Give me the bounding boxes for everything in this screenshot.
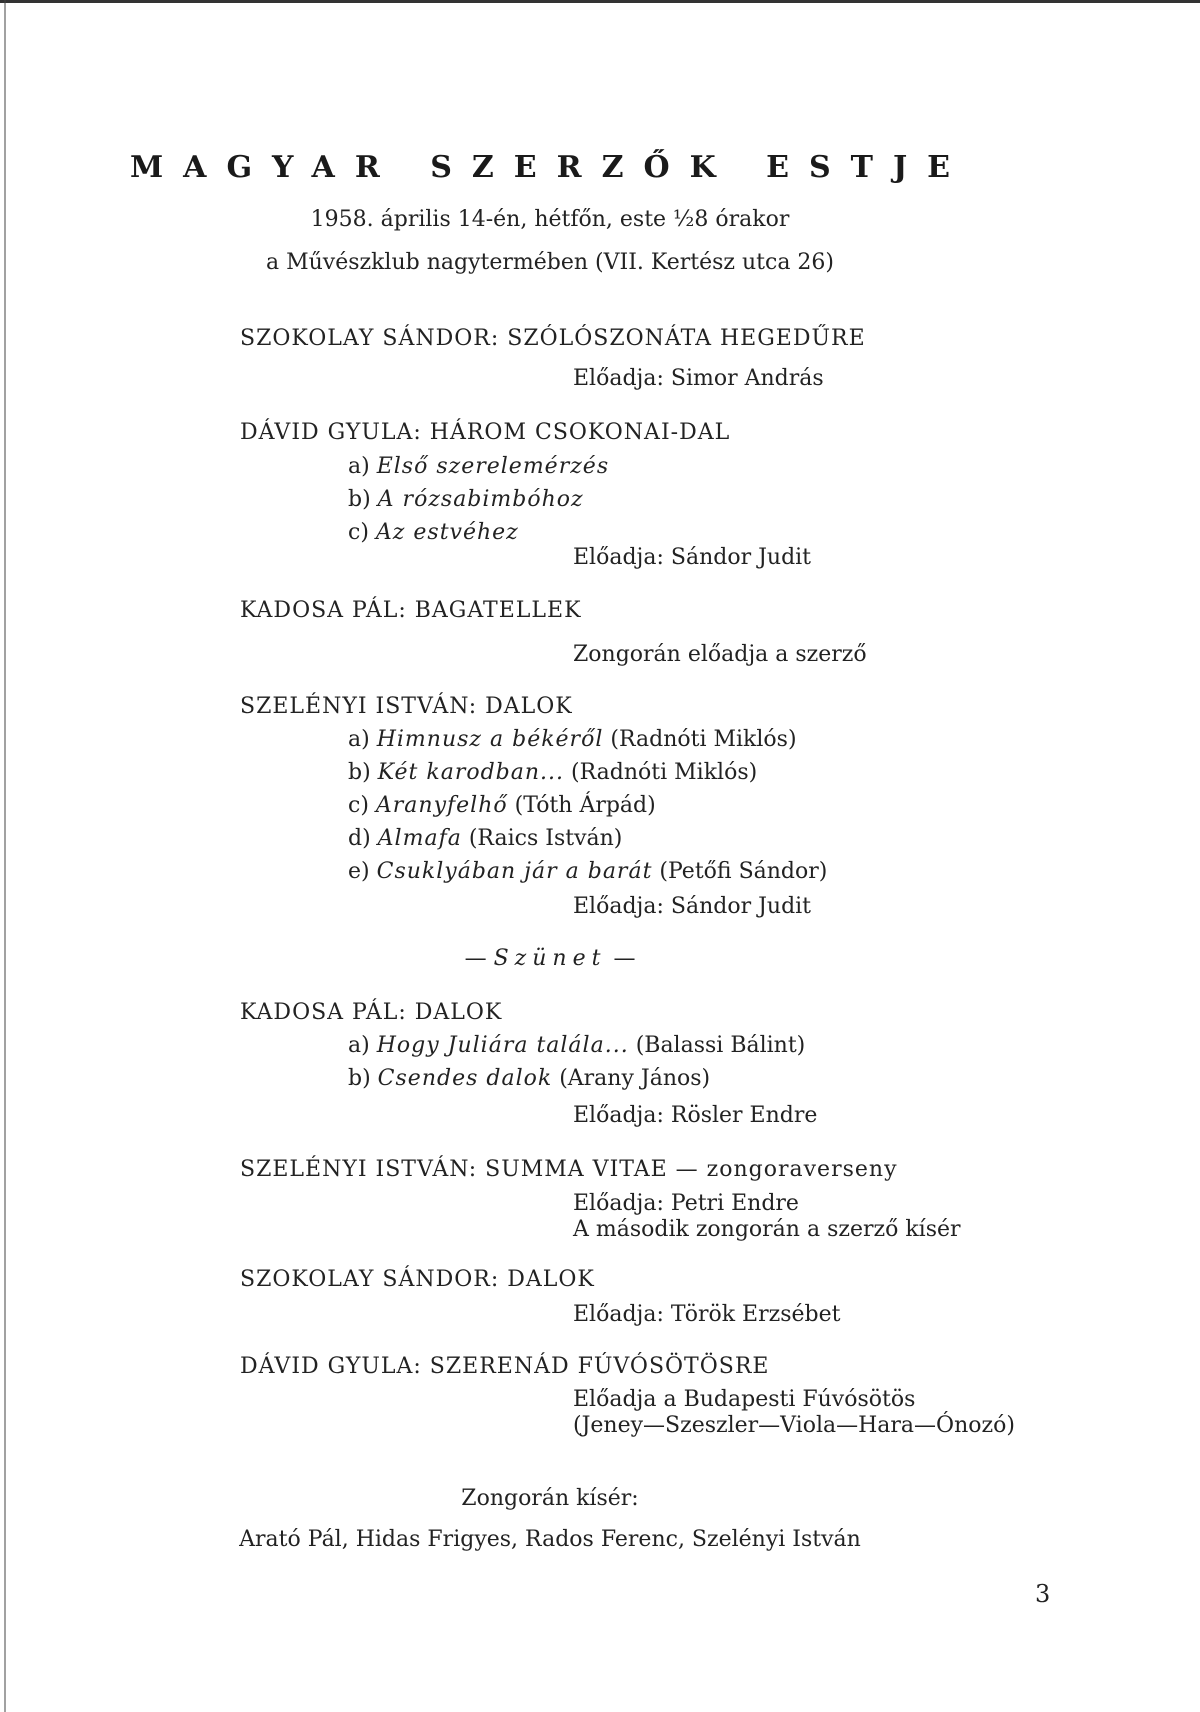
song-title: Almafa [377,826,462,851]
piece-heading-1: SZOKOLAY SÁNDOR: SZÓLÓSZONÁTA HEGEDŰRE [240,326,866,351]
song-title: Az estvéhez [375,520,519,545]
song-title: Csuklyában jár a barát [376,859,653,884]
piece-heading-2: DÁVID GYULA: HÁROM CSOKONAI-DAL [240,420,731,445]
song-title: Csendes dalok [377,1066,553,1091]
song-letter: a) [348,727,370,752]
song-poet: (Tóth Árpád) [514,793,656,818]
song-item [348,859,827,884]
song-item [348,727,797,752]
intermission [0,946,1100,971]
song-letter: e) [348,859,370,884]
performer-8: Előadja a Budapesti Fúvósötös [573,1387,916,1412]
song-poet: (Radnóti Miklós) [610,727,797,752]
song-item [348,1033,805,1058]
song-letter: d) [348,826,371,851]
piece-heading-7: SZOKOLAY SÁNDOR: DALOK [240,1267,595,1292]
piece-heading-8: DÁVID GYULA: SZERENÁD FÚVÓSÖTÖSRE [240,1354,770,1379]
performer-6-note: A második zongorán a szerző kísér [573,1217,961,1242]
song-item [348,454,609,479]
song-poet: (Petőfi Sándor) [659,859,828,884]
song-item [348,760,757,785]
song-item [348,826,622,851]
performer-6: Előadja: Petri Endre [573,1191,799,1216]
song-title: Két karodban... [377,760,565,785]
piece-heading-5: KADOSA PÁL: DALOK [240,1000,503,1025]
song-item [348,487,584,512]
intermission-dash: — [464,946,487,971]
song-poet: (Arany János) [559,1066,711,1091]
song-letter: a) [348,454,370,479]
performer-4: Előadja: Sándor Judit [573,894,812,919]
song-item [348,1066,710,1091]
performer-3: Zongorán előadja a szerző [573,642,867,667]
song-title: Hogy Juliára talála... [376,1033,629,1058]
intermission-dash: — [613,946,636,971]
song-title: Első szerelemérzés [376,454,610,479]
top-edge-line [0,0,1200,3]
song-letter: a) [348,1033,370,1058]
performer-1: Előadja: Simor András [573,366,824,391]
date-line: 1958. április 14-én, hétfőn, este ½8 órakor [310,207,790,232]
song-letter: b) [348,760,371,785]
page-title: MAGYAR SZERZŐK ESTJE [129,150,971,185]
piece-heading-3: KADOSA PÁL: BAGATELLEK [240,598,582,623]
performer-7: Előadja: Török Erzsébet [573,1302,841,1327]
song-poet: (Radnóti Miklós) [571,760,758,785]
song-item [348,520,519,545]
song-title: A rózsabimbóhoz [377,487,584,512]
performer-2: Előadja: Sándor Judit [573,545,812,570]
piece-heading-6: SZELÉNYI ISTVÁN: SUMMA VITAE — zongoraverseny [240,1157,898,1182]
song-letter: b) [348,1066,371,1091]
page-number: 3 [1035,1580,1051,1608]
song-poet: (Raics István) [468,826,623,851]
accompanist-list: Arató Pál, Hidas Frigyes, Rados Ferenc, Szelényi István [239,1527,861,1552]
song-letter: c) [348,793,369,818]
song-letter: b) [348,487,371,512]
accompanist-label: Zongorán kísér: [461,1486,639,1511]
piece-heading-4: SZELÉNYI ISTVÁN: DALOK [240,694,573,719]
song-letter: c) [348,520,369,545]
song-poet: (Balassi Bálint) [635,1033,806,1058]
venue-line: a Művészklub nagytermében (VII. Kertész utca 26) [265,250,835,275]
performer-5: Előadja: Rösler Endre [573,1103,818,1128]
performer-8-members: (Jeney—Szeszler—Viola—Hara—Ónozó) [573,1413,1015,1438]
song-title: Himnusz a békéről [376,727,604,752]
intermission-word: Szünet [493,946,607,971]
song-title: Aranyfelhő [375,793,508,818]
song-item [348,793,656,818]
